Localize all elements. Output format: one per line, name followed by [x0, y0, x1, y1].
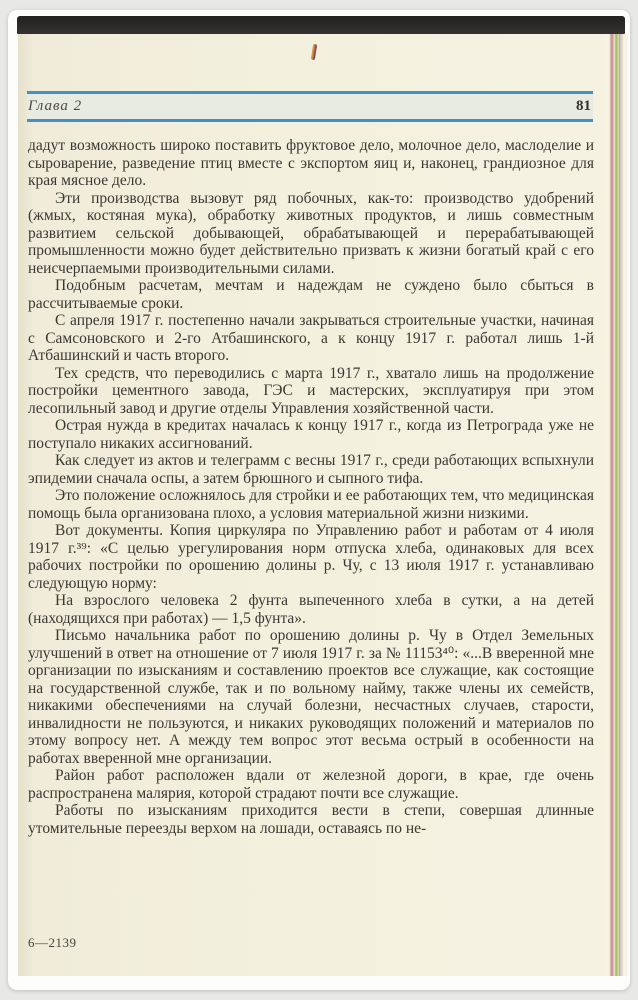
paragraph: Острая нужда в кредитах началась к концу 1917 г., когда из Петрограда уже не поступало никаких ассигнований.: [28, 417, 594, 452]
paragraph: Это положение осложнялось для стройки и ее работающих тем, что медицинская помощь была организована плохо, а условия материальной жизни низкими.: [28, 487, 594, 522]
paragraph: С апреля 1917 г. постепенно начали закрываться строительные участки, начиная с Самсоновского и 2-го Атбашинского, а к концу 1917 г. работал лишь 1-й Атбашинский и часть второго.: [28, 312, 594, 364]
paragraph: На взрослого человека 2 фунта выпеченного хлеба в сутки, а на детей (находящихся при работах) — 1,5 фунта».: [28, 592, 594, 627]
page-paper: [18, 34, 604, 976]
chapter-title: Глава 2: [28, 98, 83, 114]
page-fore-edge-streaks: [604, 34, 628, 976]
paragraph: Как следует из актов и телеграмм с весны 1917 г., среди работающих вспыхнули эпидемии сначала оспы, а затем брюшного и сыпного тифа.: [28, 452, 594, 487]
paragraph: Район работ расположен вдали от железной дороги, в крае, где очень распространена малярия, которой страдают почти все служащие.: [28, 767, 594, 802]
book-spine-shadow: [17, 16, 625, 34]
scanned-book-page: [8, 10, 630, 990]
paragraph: Тех средств, что переводились с марта 1917 г., хватало лишь на продолжение постройки цементного завода, ГЭС и мастерских, эксплуатируя при этом лесопильный завод и другие отделы Управления хозяйственной части.: [28, 364, 594, 417]
paragraph: Подобным расчетам, мечтам и надеждам не суждено было сбыться в рассчитываемые сроки.: [28, 277, 594, 312]
paragraph: дадут возможность широко поставить фруктовое дело, молочное дело, маслоделие и сыроварение, разведение птиц вместе с экспортом яиц и, наконец, грандиозное для края мясное дело.: [28, 137, 594, 189]
paragraph: Вот документы. Копия циркуляра по Управлению работ и работам от 4 июля 1917 г.³⁹: «С целью урегулирования норм отпуска хлеба, одинаковых для всех рабочих постройки по орошению долины р. Чу, с 13 июля 1917 г. устанавливаю следующую норму:: [28, 522, 594, 592]
body-text: [28, 137, 594, 837]
page-number: 81: [576, 98, 591, 114]
print-signature: 6—2139: [28, 935, 77, 950]
running-head: [27, 91, 593, 122]
ink-smudge-mark: [311, 44, 317, 60]
paragraph: Работы по изысканиям приходится вести в степи, совершая длинные утомительные переезды верхом на лошади, оставаясь по не-: [28, 802, 594, 837]
paragraph: Эти производства вызовут ряд побочных, как-то: производство удобрений (жмых, костяная мука), обработку животных продуктов, и лишь совместным развитием сельской добывающей, обрабатывающей и перерабатывающей промышленности можно будет действительно призвать к жизни богатый край с его неисчерпаемыми производительными силами.: [28, 189, 594, 277]
paragraph: Письмо начальника работ по орошению долины р. Чу в Отдел Земельных улучшений в ответ на отношение от 7 июля 1917 г. за № 11153⁴⁰: «...В вверенной мне организации по изысканиям и составлению проектов все служащие, как состоящие на государственной службе, так и по вольному найму, также члены их семейств, никакими обеспечениями на случай болезни, несчастных случаев, старости, инвалидности не пользуются, и никаких руководящих положений и материалов по этому вопросу нет. А между тем вопрос этот весьма острый в особенности на работах вверенной мне организации.: [28, 627, 594, 767]
